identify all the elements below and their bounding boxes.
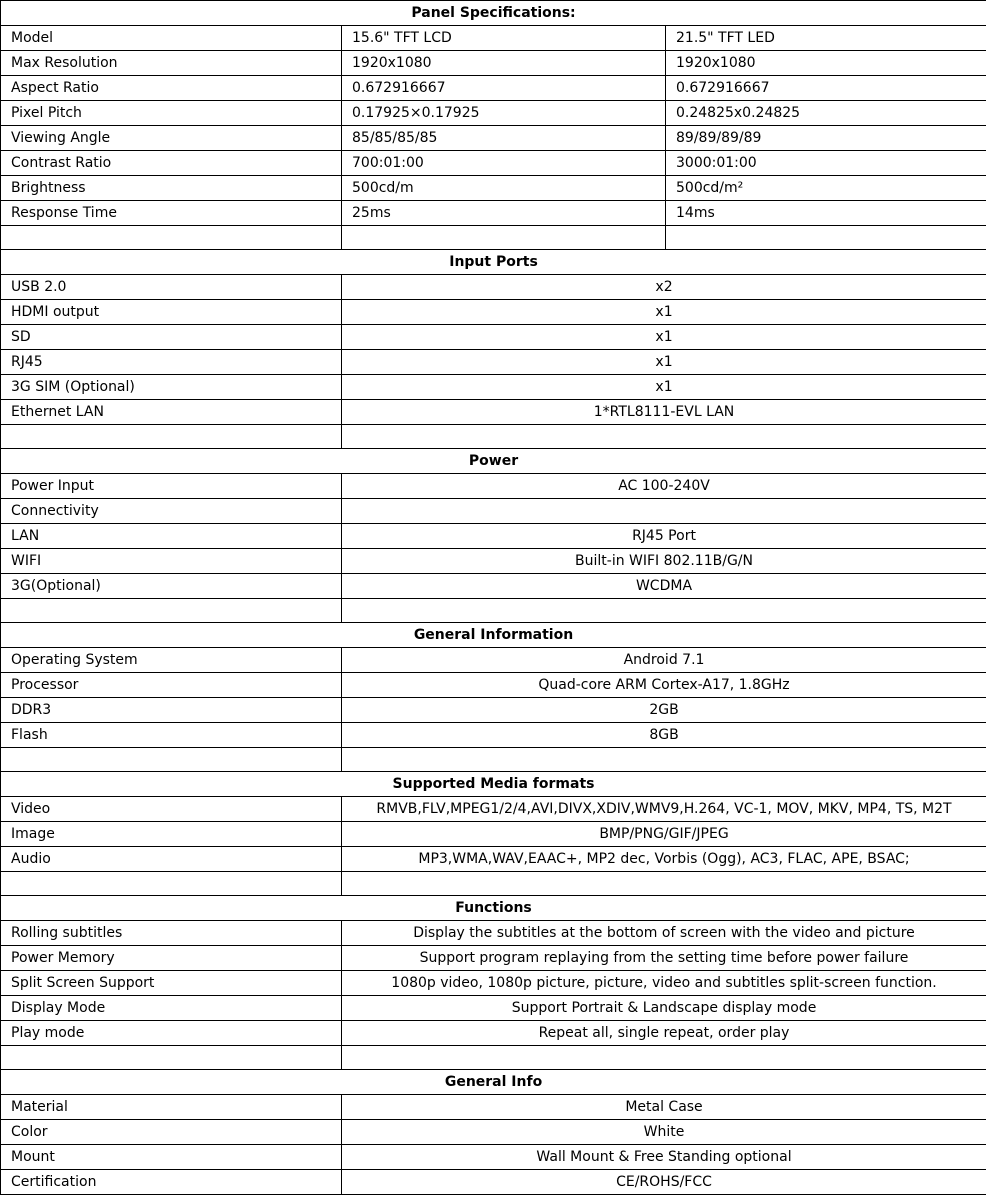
table-row: [1, 350, 986, 375]
spec-value: RMVB,FLV,MPEG1/2/4,AVI,DIVX,XDIV,WMV9,H.264, VC-1, MOV, MKV, MP4, TS, M2T: [342, 797, 986, 822]
blank-cell: [342, 425, 986, 449]
spec-value-21in: 0.24825x0.24825: [666, 101, 986, 126]
spec-value: WCDMA: [342, 574, 986, 599]
spec-label: Split Screen Support: [1, 971, 342, 996]
table-row: [1, 1170, 986, 1195]
table-row: [1, 499, 986, 524]
spec-value: x1: [342, 300, 986, 325]
table-row: [1, 325, 986, 350]
spec-label: RJ45: [1, 350, 342, 375]
spec-value: Built-in WIFI 802.11B/G/N: [342, 549, 986, 574]
section-header-row: [1, 1, 986, 26]
table-row: [1, 822, 986, 847]
spec-label: Flash: [1, 723, 342, 748]
blank-cell: [1, 1046, 342, 1070]
spec-value-21in: 3000:01:00: [666, 151, 986, 176]
spec-value: 1080p video, 1080p picture, picture, video and subtitles split-screen function.: [342, 971, 986, 996]
spec-value-21in: 89/89/89/89: [666, 126, 986, 151]
table-row: [1, 574, 986, 599]
blank-cell: [342, 226, 666, 250]
spec-label: USB 2.0: [1, 275, 342, 300]
spec-value: x2: [342, 275, 986, 300]
table-row: [1, 549, 986, 574]
blank-cell: [1, 226, 342, 250]
spec-label: LAN: [1, 524, 342, 549]
spec-value-15in: 85/85/85/85: [342, 126, 666, 151]
table-row: [1, 400, 986, 425]
blank-cell: [666, 226, 986, 250]
section-header-row: [1, 1070, 986, 1095]
section-header-row: [1, 250, 986, 275]
spec-label: Play mode: [1, 1021, 342, 1046]
spec-value: AC 100-240V: [342, 474, 986, 499]
spec-value: Support program replaying from the setting time before power failure: [342, 946, 986, 971]
spec-label: Image: [1, 822, 342, 847]
spec-label: Operating System: [1, 648, 342, 673]
spec-label: Contrast Ratio: [1, 151, 342, 176]
spec-value-15in: 25ms: [342, 201, 666, 226]
blank-cell: [342, 872, 986, 896]
spec-label: SD: [1, 325, 342, 350]
table-row: [1, 275, 986, 300]
table-row: [1, 946, 986, 971]
blank-row: [1, 599, 986, 623]
spec-value-15in: 0.17925×0.17925: [342, 101, 666, 126]
spec-label: Pixel Pitch: [1, 101, 342, 126]
spec-value: Quad-core ARM Cortex-A17, 1.8GHz: [342, 673, 986, 698]
section-title: Supported Media formats: [1, 772, 986, 797]
spec-value: White: [342, 1120, 986, 1145]
table-row: [1, 797, 986, 822]
table-row: [1, 375, 986, 400]
spec-value: x1: [342, 350, 986, 375]
table-row: [1, 76, 986, 101]
spec-label: 3G SIM (Optional): [1, 375, 342, 400]
blank-row: [1, 872, 986, 896]
section-title: Functions: [1, 896, 986, 921]
table-row: [1, 201, 986, 226]
spec-label: Processor: [1, 673, 342, 698]
spec-label: Model: [1, 26, 342, 51]
spec-value-15in: 500cd/m: [342, 176, 666, 201]
spec-value: Wall Mount & Free Standing optional: [342, 1145, 986, 1170]
section-header-row: [1, 449, 986, 474]
table-row: [1, 971, 986, 996]
blank-row: [1, 748, 986, 772]
section-title: General Info: [1, 1070, 986, 1095]
table-row: [1, 1145, 986, 1170]
spec-label: Audio: [1, 847, 342, 872]
spec-label: Aspect Ratio: [1, 76, 342, 101]
spec-value-21in: 0.672916667: [666, 76, 986, 101]
section-header-row: [1, 623, 986, 648]
spec-value: Support Portrait & Landscape display mode: [342, 996, 986, 1021]
spec-label: HDMI output: [1, 300, 342, 325]
spec-value: RJ45 Port: [342, 524, 986, 549]
table-row: [1, 698, 986, 723]
spec-value-15in: 0.672916667: [342, 76, 666, 101]
blank-cell: [342, 599, 986, 623]
table-row: [1, 1095, 986, 1120]
blank-cell: [1, 872, 342, 896]
spec-label: Ethernet LAN: [1, 400, 342, 425]
spec-label: WIFI: [1, 549, 342, 574]
spec-value: x1: [342, 325, 986, 350]
spec-value: MP3,WMA,WAV,EAAC+, MP2 dec, Vorbis (Ogg), AC3, FLAC, APE, BSAC;: [342, 847, 986, 872]
spec-value-15in: 700:01:00: [342, 151, 666, 176]
spec-label: Rolling subtitles: [1, 921, 342, 946]
blank-cell: [1, 748, 342, 772]
table-row: [1, 723, 986, 748]
table-row: [1, 847, 986, 872]
spec-value: x1: [342, 375, 986, 400]
table-row: [1, 524, 986, 549]
section-title: Input Ports: [1, 250, 986, 275]
spec-value-21in: 1920x1080: [666, 51, 986, 76]
table-row: [1, 1120, 986, 1145]
table-row: [1, 101, 986, 126]
spec-label: Power Input: [1, 474, 342, 499]
blank-cell: [342, 748, 986, 772]
blank-cell: [1, 599, 342, 623]
spec-value-15in: 1920x1080: [342, 51, 666, 76]
table-row: [1, 921, 986, 946]
spec-label: Certification: [1, 1170, 342, 1195]
spec-value: Repeat all, single repeat, order play: [342, 1021, 986, 1046]
spec-value: [342, 499, 986, 524]
spec-value-21in: 500cd/m²: [666, 176, 986, 201]
spec-value-21in: 21.5" TFT LED: [666, 26, 986, 51]
table-row: [1, 51, 986, 76]
table-row: [1, 26, 986, 51]
table-row: [1, 126, 986, 151]
spec-value: Metal Case: [342, 1095, 986, 1120]
section-title: Power: [1, 449, 986, 474]
section-header-row: [1, 896, 986, 921]
spec-label: Video: [1, 797, 342, 822]
spec-value: Android 7.1: [342, 648, 986, 673]
table-row: [1, 648, 986, 673]
spec-value: 1*RTL8111-EVL LAN: [342, 400, 986, 425]
spec-label: Display Mode: [1, 996, 342, 1021]
table-row: [1, 151, 986, 176]
spec-value: 2GB: [342, 698, 986, 723]
spec-label: Viewing Angle: [1, 126, 342, 151]
table-row: [1, 300, 986, 325]
spec-value-21in: 14ms: [666, 201, 986, 226]
spec-label: Material: [1, 1095, 342, 1120]
spec-label: Connectivity: [1, 499, 342, 524]
spec-label: Response Time: [1, 201, 342, 226]
blank-cell: [342, 1046, 986, 1070]
spec-value: Display the subtitles at the bottom of screen with the video and picture: [342, 921, 986, 946]
spec-value: 8GB: [342, 723, 986, 748]
spec-value: BMP/PNG/GIF/JPEG: [342, 822, 986, 847]
section-header-row: [1, 772, 986, 797]
spec-label: Max Resolution: [1, 51, 342, 76]
table-row: [1, 996, 986, 1021]
table-row: [1, 673, 986, 698]
spec-label: Color: [1, 1120, 342, 1145]
blank-row: [1, 1046, 986, 1070]
spec-value-15in: 15.6" TFT LCD: [342, 26, 666, 51]
blank-row: [1, 226, 986, 250]
spec-label: Brightness: [1, 176, 342, 201]
table-row: [1, 474, 986, 499]
spec-label: DDR3: [1, 698, 342, 723]
section-title-panel: Panel Specifications:: [1, 1, 986, 26]
spec-label: Power Memory: [1, 946, 342, 971]
blank-row: [1, 425, 986, 449]
table-row: [1, 176, 986, 201]
section-title: General Information: [1, 623, 986, 648]
blank-cell: [1, 425, 342, 449]
spec-label: 3G(Optional): [1, 574, 342, 599]
spec-value: CE/ROHS/FCC: [342, 1170, 986, 1195]
table-row: [1, 1021, 986, 1046]
spec-label: Mount: [1, 1145, 342, 1170]
